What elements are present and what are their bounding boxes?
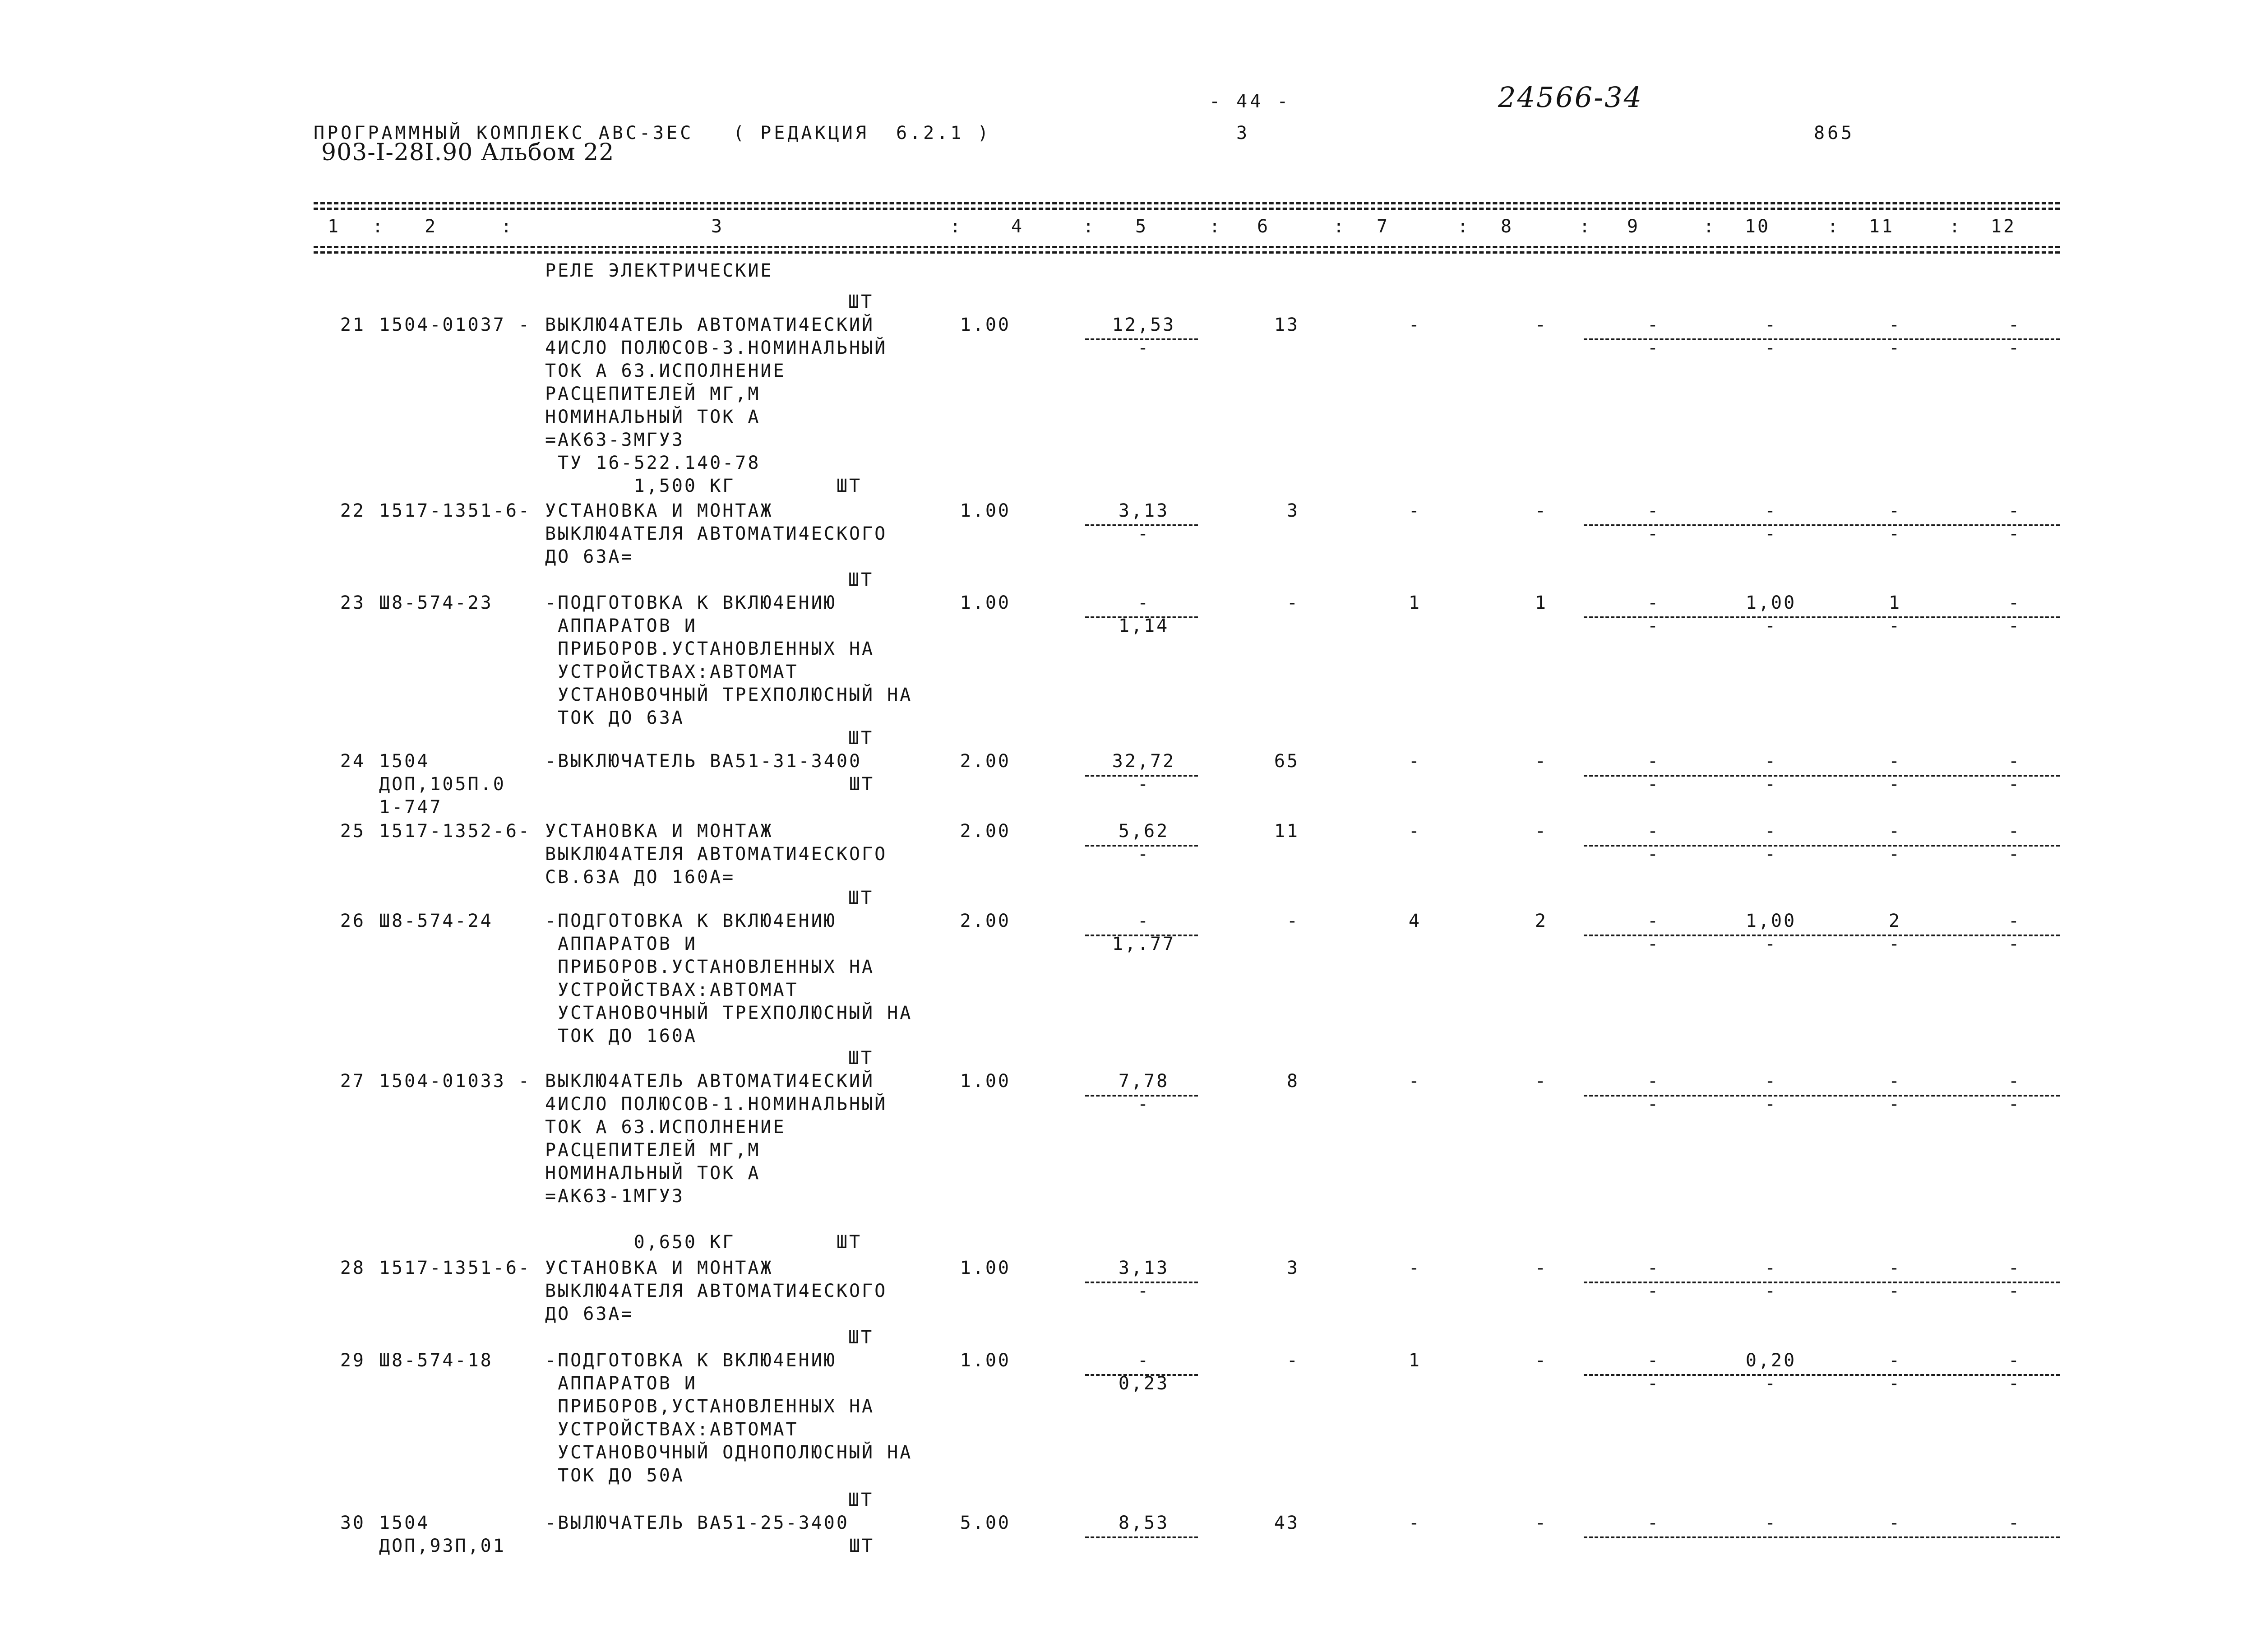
- column-header-8: 8: [1500, 216, 1514, 237]
- row-number: 24: [340, 751, 365, 772]
- resource-columns-divider: [1584, 616, 2060, 618]
- item-description: УСТАНОВКА И МОНТАЖ: [545, 821, 773, 842]
- sheet-number: 3: [1236, 123, 1250, 143]
- unit-label: ШТ: [848, 1048, 874, 1069]
- page-number: - 44 -: [1209, 91, 1291, 112]
- item-description: ПРИБОРОВ.УСТАНОВЛЕННЫХ НА: [545, 957, 875, 977]
- value-c12-lower: -: [2008, 934, 2021, 954]
- column-separator: :: [1333, 216, 1346, 237]
- value-c10: -: [1764, 315, 1778, 335]
- resource-code: Ш8-574-24: [379, 911, 493, 931]
- column-header-5: 5: [1135, 216, 1148, 237]
- value-c9: -: [1647, 1071, 1660, 1092]
- value-c11-lower: -: [1888, 1373, 1902, 1394]
- value-c8: -: [1535, 821, 1548, 842]
- value-c10-lower: -: [1764, 615, 1778, 636]
- value-c11: -: [1888, 1513, 1902, 1533]
- quantity: 1.00: [960, 1258, 1011, 1278]
- resource-columns-divider: [1584, 1536, 2060, 1538]
- value-c12: -: [2008, 751, 2021, 772]
- item-description: ПРИБОРОВ.УСТАНОВЛЕННЫХ НА: [545, 639, 875, 659]
- value-c7: -: [1408, 500, 1421, 521]
- item-description: 4ИСЛО ПОЛЮСОВ-1.НОМИНАЛЬНЫЙ: [545, 1094, 888, 1115]
- column-header-6: 6: [1257, 216, 1270, 237]
- resource-columns-divider: [1584, 338, 2060, 340]
- unit-label: ШТ: [848, 1490, 874, 1510]
- unit-price: -: [1137, 1350, 1151, 1371]
- resource-columns-divider: [1584, 524, 2060, 526]
- value-c8: 2: [1535, 911, 1548, 931]
- resource-columns-divider: [1584, 935, 2060, 936]
- item-description: 1,500 КГ ШТ: [545, 476, 862, 496]
- item-description: ШТ: [545, 1536, 875, 1556]
- value-c12-lower: -: [2008, 1094, 2021, 1115]
- value-c9: -: [1647, 592, 1660, 613]
- item-description: =АК63-1МГУЗ: [545, 1186, 684, 1207]
- value-c9-lower: -: [1647, 844, 1660, 865]
- column-separator: :: [1579, 216, 1592, 237]
- value-c12: -: [2008, 1513, 2021, 1533]
- resource-columns-divider: [1584, 1095, 2060, 1097]
- column-header-1: 1: [327, 216, 341, 237]
- quantity: 2.00: [960, 751, 1011, 772]
- resource-code: Ш8-574-18: [379, 1350, 493, 1371]
- column-separator: :: [1457, 216, 1470, 237]
- value-c11-lower: -: [1888, 615, 1902, 636]
- item-description: АППАРАТОВ И: [545, 615, 697, 636]
- value-c10: 0,20: [1745, 1350, 1797, 1371]
- quantity: 1.00: [960, 1350, 1011, 1371]
- column-separator: :: [1703, 216, 1716, 237]
- value-c6: 8: [1286, 1071, 1299, 1092]
- quantity: 2.00: [960, 821, 1011, 842]
- resource-code: 1517-1352-6-: [379, 821, 531, 842]
- value-c10: 1,00: [1745, 592, 1797, 613]
- value-c12-lower: -: [2008, 774, 2021, 795]
- value-c8: -: [1535, 1071, 1548, 1092]
- unit-price-lower: -: [1137, 1281, 1151, 1301]
- item-description: УСТРОЙСТВАХ:АВТОМАТ: [545, 662, 799, 682]
- unit-price: 5,62: [1118, 821, 1170, 842]
- unit-price-lower: 1,.77: [1112, 934, 1176, 954]
- value-c7: -: [1408, 821, 1421, 842]
- item-description: ТОК ДО 50А: [545, 1465, 684, 1486]
- item-description: УСТАНОВКА И МОНТАЖ: [545, 1258, 773, 1278]
- value-c9-lower: -: [1647, 615, 1660, 636]
- unit-price: 3,13: [1118, 1258, 1170, 1278]
- resource-code: 1504: [379, 1513, 430, 1533]
- value-c8: -: [1535, 315, 1548, 335]
- value-c12: -: [2008, 1258, 2021, 1278]
- row-number: 29: [340, 1350, 365, 1371]
- value-c12: -: [2008, 315, 2021, 335]
- resource-columns-divider: [1584, 1282, 2060, 1283]
- item-description: ДО 63А=: [545, 1304, 634, 1324]
- column-separator: :: [1209, 216, 1222, 237]
- value-c11-lower: -: [1888, 844, 1902, 865]
- value-c10-lower: -: [1764, 774, 1778, 795]
- resource-code: ДОП,93П,01: [379, 1536, 506, 1556]
- column-header-12: 12: [1990, 216, 2016, 237]
- row-number: 28: [340, 1258, 365, 1278]
- item-description: АППАРАТОВ И: [545, 1373, 697, 1394]
- value-c12-lower: -: [2008, 844, 2021, 865]
- value-c11: -: [1888, 1258, 1902, 1278]
- value-c11: -: [1888, 751, 1902, 772]
- column-separator: :: [1827, 216, 1840, 237]
- unit-label: ШТ: [848, 1327, 874, 1348]
- value-c6: 3: [1286, 1258, 1299, 1278]
- quantity: 1.00: [960, 1071, 1011, 1092]
- value-c6: -: [1286, 1350, 1299, 1371]
- value-c7: -: [1408, 1071, 1421, 1092]
- item-description: НОМИНАЛЬНЫЙ ТОК А: [545, 1163, 761, 1184]
- item-description: ШТ: [545, 774, 875, 795]
- unit-price: 7,78: [1118, 1071, 1170, 1092]
- value-c12-lower: -: [2008, 1281, 2021, 1301]
- resource-code: 1504-01037 -: [379, 315, 531, 335]
- unit-price-lower: -: [1137, 774, 1151, 795]
- column-header-2: 2: [424, 216, 438, 237]
- column-header-9: 9: [1627, 216, 1640, 237]
- value-c12: -: [2008, 500, 2021, 521]
- row-number: 21: [340, 315, 365, 335]
- value-c7: 1: [1408, 1350, 1421, 1371]
- value-c9-lower: -: [1647, 523, 1660, 544]
- column-header-7: 7: [1376, 216, 1390, 237]
- value-c8: -: [1535, 1258, 1548, 1278]
- value-c9-lower: -: [1647, 338, 1660, 358]
- column-header-4: 4: [1011, 216, 1024, 237]
- value-c12: -: [2008, 1071, 2021, 1092]
- value-c11: -: [1888, 500, 1902, 521]
- value-c7: -: [1408, 1258, 1421, 1278]
- item-description: УСТАНОВОЧНЫЙ ОДНОПОЛЮСНЫЙ НА: [545, 1442, 913, 1463]
- item-description: ТУ 16-522.140-78: [545, 453, 761, 473]
- value-c8: 1: [1535, 592, 1548, 613]
- value-c10-lower: -: [1764, 1281, 1778, 1301]
- unit-price: 8,53: [1118, 1513, 1170, 1533]
- item-description: -ПОДГОТОВКА К ВКЛЮ4ЕНИЮ: [545, 1350, 837, 1371]
- value-c12-lower: -: [2008, 338, 2021, 358]
- column-header-11: 11: [1868, 216, 1895, 237]
- row-number: 23: [340, 592, 365, 613]
- unit-price: 12,53: [1112, 315, 1176, 335]
- resource-code: 1-747: [379, 797, 443, 818]
- value-c11: 1: [1888, 592, 1902, 613]
- value-c9: -: [1647, 500, 1660, 521]
- item-description: ВЫКЛЮ4АТЕЛЬ АВТОМАТИ4ЕСКИЙ: [545, 315, 875, 335]
- value-c12-lower: -: [2008, 523, 2021, 544]
- row-number: 27: [340, 1071, 365, 1092]
- item-description: УСТРОЙСТВАХ:АВТОМАТ: [545, 980, 799, 1000]
- value-c10: -: [1764, 821, 1778, 842]
- resource-code: 1504: [379, 751, 430, 772]
- value-c9: -: [1647, 1258, 1660, 1278]
- value-c6: 11: [1274, 821, 1299, 842]
- unit-label: ШТ: [848, 728, 874, 749]
- unit-price-divider: [1085, 1536, 1198, 1538]
- row-number: 25: [340, 821, 365, 842]
- item-description: ТОК ДО 63А: [545, 708, 684, 728]
- item-description: РАСЦЕПИТЕЛЕЙ МГ,М: [545, 1140, 761, 1161]
- unit-label: ШТ: [848, 888, 874, 908]
- column-header-10: 10: [1744, 216, 1771, 237]
- value-c7: -: [1408, 751, 1421, 772]
- value-c11: 2: [1888, 911, 1902, 931]
- value-c12-lower: -: [2008, 615, 2021, 636]
- item-description: ТОК А 63.ИСПОЛНЕНИЕ: [545, 1117, 786, 1138]
- value-c11-lower: -: [1888, 934, 1902, 954]
- item-description: УСТАНОВКА И МОНТАЖ: [545, 500, 773, 521]
- unit-price: -: [1137, 592, 1151, 613]
- quantity: 5.00: [960, 1513, 1011, 1533]
- item-description: УСТРОЙСТВАХ:АВТОМАТ: [545, 1419, 799, 1440]
- value-c7: -: [1408, 315, 1421, 335]
- resource-code: Ш8-574-23: [379, 592, 493, 613]
- right-number: 865: [1814, 123, 1855, 143]
- value-c6: 13: [1274, 315, 1299, 335]
- item-description: 0,650 КГ ШТ: [545, 1232, 862, 1253]
- unit-label: ШТ: [848, 292, 874, 312]
- unit-price-lower: -: [1137, 338, 1151, 358]
- item-description: ПРИБОРОВ,УСТАНОВЛЕННЫХ НА: [545, 1396, 875, 1417]
- value-c6: 43: [1274, 1513, 1299, 1533]
- handwritten-document-code: 24566-34: [1498, 81, 1643, 114]
- item-description: =АК63-3МГУЗ: [545, 430, 684, 450]
- value-c7: -: [1408, 1513, 1421, 1533]
- item-description: ВЫКЛЮ4АТЕЛЯ АВТОМАТИ4ЕСКОГО: [545, 1281, 888, 1301]
- value-c11-lower: -: [1888, 338, 1902, 358]
- quantity: 1.00: [960, 500, 1011, 521]
- value-c8: -: [1535, 500, 1548, 521]
- album-reference: 903-I-28I.90 Альбом 22: [321, 139, 615, 166]
- value-c9-lower: -: [1647, 1281, 1660, 1301]
- resource-code: 1504-01033 -: [379, 1071, 531, 1092]
- quantity: 2.00: [960, 911, 1011, 931]
- value-c10-lower: -: [1764, 338, 1778, 358]
- value-c10-lower: -: [1764, 1094, 1778, 1115]
- value-c11: -: [1888, 1071, 1902, 1092]
- item-description: -ПОДГОТОВКА К ВКЛЮ4ЕНИЮ: [545, 911, 837, 931]
- value-c12: -: [2008, 592, 2021, 613]
- item-description: ВЫКЛЮ4АТЕЛЬ АВТОМАТИ4ЕСКИЙ: [545, 1071, 875, 1092]
- value-c10: -: [1764, 1258, 1778, 1278]
- item-description: -ВЫКЛЮЧАТЕЛЬ ВА51-31-3400: [545, 751, 862, 772]
- column-separator: :: [950, 216, 963, 237]
- unit-price-lower: -: [1137, 523, 1151, 544]
- item-description: ВЫКЛЮ4АТЕЛЯ АВТОМАТИ4ЕСКОГО: [545, 523, 888, 544]
- value-c10: -: [1764, 500, 1778, 521]
- value-c11: -: [1888, 1350, 1902, 1371]
- value-c6: 3: [1286, 500, 1299, 521]
- value-c9-lower: -: [1647, 934, 1660, 954]
- row-number: 22: [340, 500, 365, 521]
- item-description: ДО 63А=: [545, 546, 634, 567]
- value-c12-lower: -: [2008, 1373, 2021, 1394]
- unit-price-lower: -: [1137, 1094, 1151, 1115]
- item-description: 4ИСЛО ПОЛЮСОВ-3.НОМИНАЛЬНЫЙ: [545, 338, 888, 358]
- quantity: 1.00: [960, 592, 1011, 613]
- quantity: 1.00: [960, 315, 1011, 335]
- value-c9: -: [1647, 911, 1660, 931]
- unit-label: ШТ: [848, 569, 874, 590]
- item-description: УСТАНОВОЧНЫЙ ТРЕХПОЛЮСНЫЙ НА: [545, 1003, 913, 1023]
- value-c9: -: [1647, 821, 1660, 842]
- resource-columns-divider: [1584, 845, 2060, 847]
- value-c7: 1: [1408, 592, 1421, 613]
- value-c9-lower: -: [1647, 1094, 1660, 1115]
- resource-columns-divider: [1584, 1374, 2060, 1376]
- item-description: ТОК ДО 160А: [545, 1026, 697, 1046]
- value-c11-lower: -: [1888, 1094, 1902, 1115]
- unit-price: 3,13: [1118, 500, 1170, 521]
- column-header-3: 3: [711, 216, 724, 237]
- row-number: 30: [340, 1513, 365, 1533]
- value-c7: 4: [1408, 911, 1421, 931]
- value-c9-lower: -: [1647, 1373, 1660, 1394]
- resource-code: 1517-1351-6-: [379, 500, 531, 521]
- unit-price-lower: 1,14: [1118, 615, 1170, 636]
- row-number: 26: [340, 911, 365, 931]
- value-c10: -: [1764, 751, 1778, 772]
- value-c6: -: [1286, 911, 1299, 931]
- value-c11-lower: -: [1888, 523, 1902, 544]
- value-c8: -: [1535, 751, 1548, 772]
- edition-label: ( РЕДАКЦИЯ 6.2.1 ): [733, 123, 991, 143]
- value-c10-lower: -: [1764, 934, 1778, 954]
- resource-columns-divider: [1584, 775, 2060, 777]
- item-description: ВЫКЛЮ4АТЕЛЯ АВТОМАТИ4ЕСКОГО: [545, 844, 888, 865]
- value-c6: -: [1286, 592, 1299, 613]
- item-description: ТОК А 63.ИСПОЛНЕНИЕ: [545, 361, 786, 381]
- resource-code: 1517-1351-6-: [379, 1258, 531, 1278]
- value-c9: -: [1647, 751, 1660, 772]
- value-c8: -: [1535, 1513, 1548, 1533]
- resource-code: ДОП,105П.0: [379, 774, 506, 795]
- value-c10: 1,00: [1745, 911, 1797, 931]
- value-c9: -: [1647, 1350, 1660, 1371]
- column-separator: :: [501, 216, 514, 237]
- value-c11: -: [1888, 315, 1902, 335]
- unit-price: -: [1137, 911, 1151, 931]
- column-separator: :: [372, 216, 385, 237]
- program-title: ПРОГРАММНЫЙ КОМПЛЕКС АВС-3ЕС: [314, 123, 694, 143]
- value-c9-lower: -: [1647, 774, 1660, 795]
- value-c10-lower: -: [1764, 844, 1778, 865]
- value-c11-lower: -: [1888, 1281, 1902, 1301]
- column-separator: :: [1949, 216, 1962, 237]
- item-description: РАСЦЕПИТЕЛЕЙ МГ,М: [545, 384, 761, 404]
- value-c12: -: [2008, 911, 2021, 931]
- value-c10-lower: -: [1764, 523, 1778, 544]
- unit-price: 32,72: [1112, 751, 1176, 772]
- unit-price-lower: -: [1137, 844, 1151, 865]
- value-c8: -: [1535, 1350, 1548, 1371]
- item-description: СВ.63А ДО 160А=: [545, 867, 735, 888]
- item-description: АППАРАТОВ И: [545, 934, 697, 954]
- value-c9: -: [1647, 315, 1660, 335]
- value-c10-lower: -: [1764, 1373, 1778, 1394]
- value-c12: -: [2008, 1350, 2021, 1371]
- value-c12: -: [2008, 821, 2021, 842]
- item-description: НОМИНАЛЬНЫЙ ТОК А: [545, 407, 761, 427]
- value-c11-lower: -: [1888, 774, 1902, 795]
- value-c10: -: [1764, 1513, 1778, 1533]
- value-c9: -: [1647, 1513, 1660, 1533]
- value-c11: -: [1888, 821, 1902, 842]
- column-separator: :: [1083, 216, 1096, 237]
- unit-price-lower: 0,23: [1118, 1373, 1170, 1394]
- value-c10: -: [1764, 1071, 1778, 1092]
- item-description: -ПОДГОТОВКА К ВКЛЮ4ЕНИЮ: [545, 592, 837, 613]
- value-c6: 65: [1274, 751, 1299, 772]
- item-description: -ВЫЛЮЧАТЕЛЬ ВА51-25-3400: [545, 1513, 849, 1533]
- section-title: РЕЛЕ ЭЛЕКТРИЧЕСКИЕ: [545, 260, 773, 281]
- item-description: УСТАНОВОЧНЫЙ ТРЕХПОЛЮСНЫЙ НА: [545, 685, 913, 705]
